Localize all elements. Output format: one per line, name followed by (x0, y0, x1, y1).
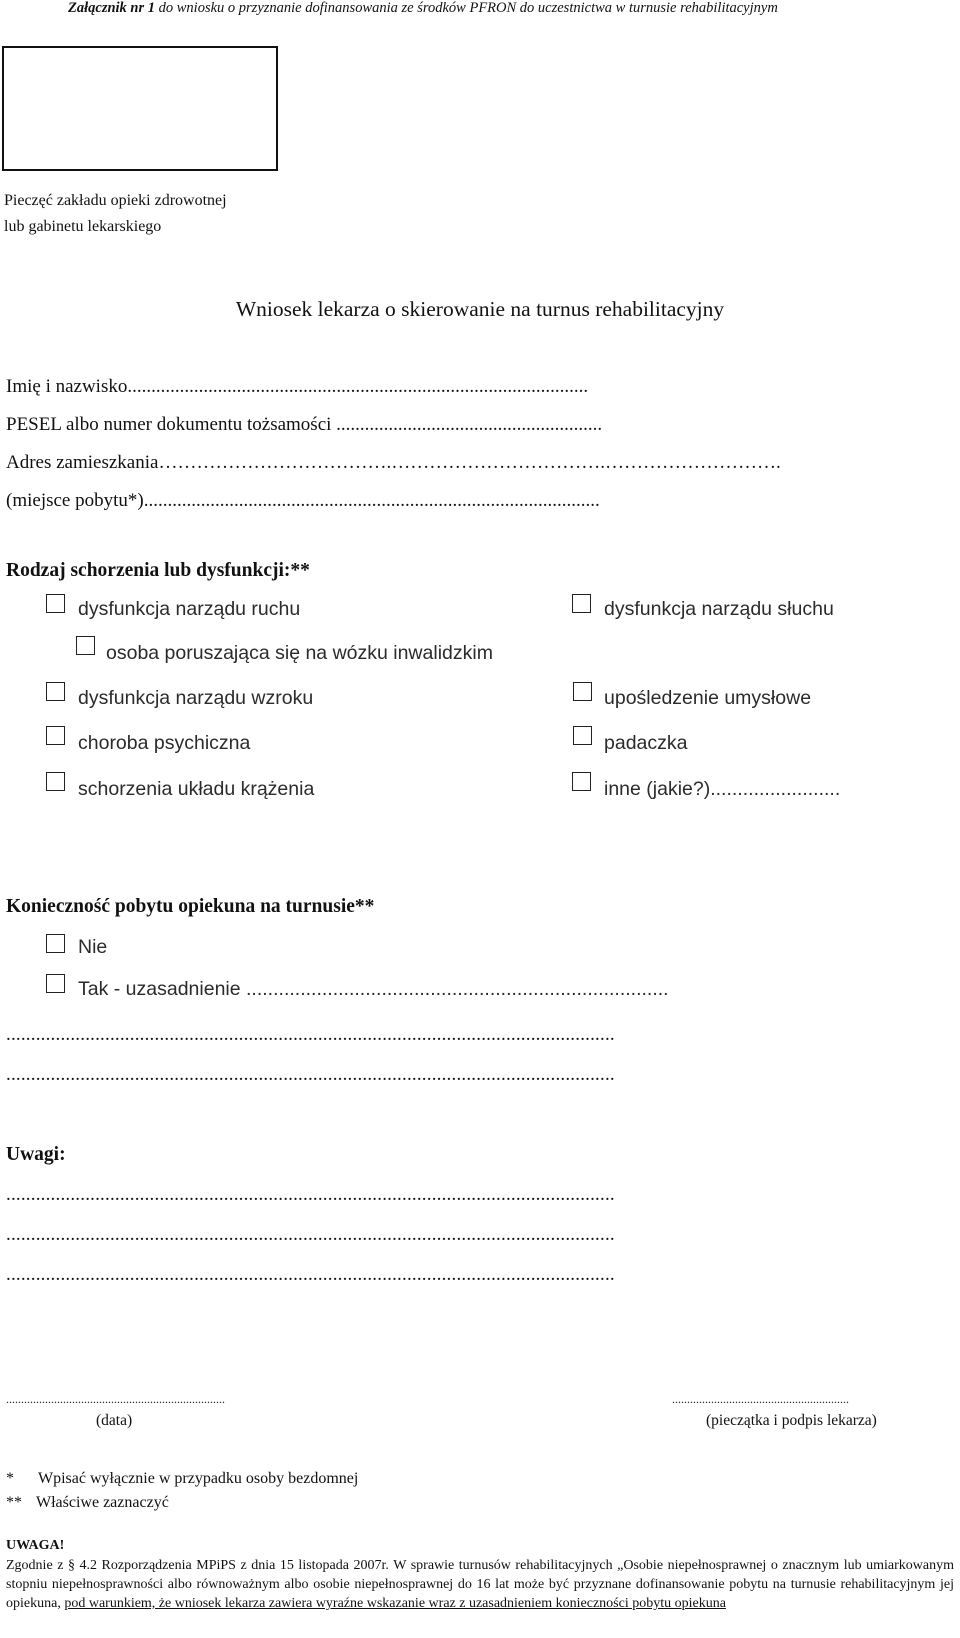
option-caregiver-yes[interactable]: Tak - uzasadnienie .............................................................................. (78, 978, 669, 1000)
checkbox-vision[interactable] (46, 682, 65, 701)
checkbox-caregiver-no[interactable] (46, 934, 65, 953)
checkbox-mental-illness[interactable] (46, 726, 65, 745)
option-caregiver-no: Nie (78, 936, 108, 958)
option-other[interactable]: inne (jakie?)........................ (604, 778, 841, 800)
option-hearing: dysfunkcja narządu słuchu (604, 598, 834, 620)
checkbox-intellectual[interactable] (573, 682, 592, 701)
checkbox-movement[interactable] (46, 594, 65, 613)
residence-field[interactable]: (miejsce pobytu*)................................................................................................ (6, 490, 600, 511)
remarks-line-2[interactable]: ........................................................................................................................... (6, 1224, 615, 1245)
justification-line-1[interactable]: ........................................................................................................................... (6, 1024, 615, 1045)
disorder-heading: Rodzaj schorzenia lub dysfunkcji:** (6, 560, 310, 581)
stamp-box (2, 46, 278, 171)
remarks-line-3[interactable]: ........................................................................................................................... (6, 1264, 615, 1285)
option-mental-illness: choroba psychiczna (78, 732, 251, 754)
remarks-heading: Uwagi: (6, 1144, 66, 1165)
option-epilepsy: padaczka (604, 732, 688, 754)
option-wheelchair: osoba poruszająca się na wózku inwalidzkim (106, 642, 493, 664)
footnote-1-text: Wpisać wyłącznie w przypadku osoby bezdomnej (38, 1470, 359, 1487)
stamp-label-line1: Pieczęć zakładu opieki zdrowotnej (4, 192, 227, 209)
remarks-line-1[interactable]: ........................................................................................................................... (6, 1184, 615, 1205)
legal-underlined: pod warunkiem, że wniosek lekarza zawiera wyraźne wskazanie wraz z uzasadnieniem konieczności pobytu opiekuna (64, 1596, 726, 1611)
address-field[interactable]: Adres zamieszkania……………………………….…………………………….………………………. (6, 452, 781, 473)
legal-text: Zgodnie z § 4.2 Rozporządzenia MPiPS z dnia 15 listopada 2007r. W sprawie turnusów rehabilitacyjnych „Osobie niepełnosprawnej o znacznym lub umiarkowanym stopniu niepełnosprawności albo równoważnym albo osobie niepełnosprawnej do 16 lat może być przyznane dofinansowanie pobytu na turnusie rehabilitacyjnym jej opiekuna, (6, 1558, 954, 1611)
page-title: Wniosek lekarza o skierowanie na turnus rehabilitacyjny (235, 297, 725, 321)
attachment-header (68, 0, 778, 17)
option-vision: dysfunkcja narządu wzroku (78, 687, 314, 709)
legal-note (6, 1556, 954, 1613)
option-circulatory: schorzenia układu krążenia (78, 778, 315, 800)
pesel-field[interactable]: PESEL albo numer dokumentu tożsamości ........................................................ (6, 414, 603, 435)
checkbox-epilepsy[interactable] (573, 726, 592, 745)
signature-dots[interactable]: ........................................................... (672, 1392, 849, 1406)
date-label: (data) (96, 1412, 133, 1429)
checkbox-other[interactable] (572, 772, 591, 791)
warning-heading: UWAGA! (6, 1538, 65, 1553)
attachment-text: do wniosku o przyznanie dofinansowania ze środków PFRON do uczestnictwa w turnusie rehabilitacyjnym (158, 0, 778, 16)
checkbox-hearing[interactable] (572, 594, 591, 613)
date-dots[interactable]: ......................................................................... (6, 1392, 225, 1406)
footnote-1-mark: * (6, 1470, 14, 1487)
stamp-label-line2: lub gabinetu lekarskiego (4, 218, 162, 235)
checkbox-caregiver-yes[interactable] (46, 974, 65, 993)
footnote-2-mark: ** (6, 1494, 22, 1511)
caregiver-heading: Konieczność pobytu opiekuna na turnusie** (6, 896, 375, 917)
option-intellectual: upośledzenie umysłowe (604, 687, 812, 709)
footnote-2-text: Właściwe zaznaczyć (36, 1494, 169, 1511)
signature-label: (pieczątka i podpis lekarza) (706, 1412, 877, 1429)
attachment-label: Załącznik nr 1 (68, 0, 156, 16)
justification-line-2[interactable]: ........................................................................................................................... (6, 1064, 615, 1085)
name-field[interactable]: Imię i nazwisko................................................................................................. (6, 376, 589, 397)
checkbox-circulatory[interactable] (46, 772, 65, 791)
option-movement: dysfunkcja narządu ruchu (78, 598, 301, 620)
checkbox-wheelchair[interactable] (76, 636, 95, 655)
